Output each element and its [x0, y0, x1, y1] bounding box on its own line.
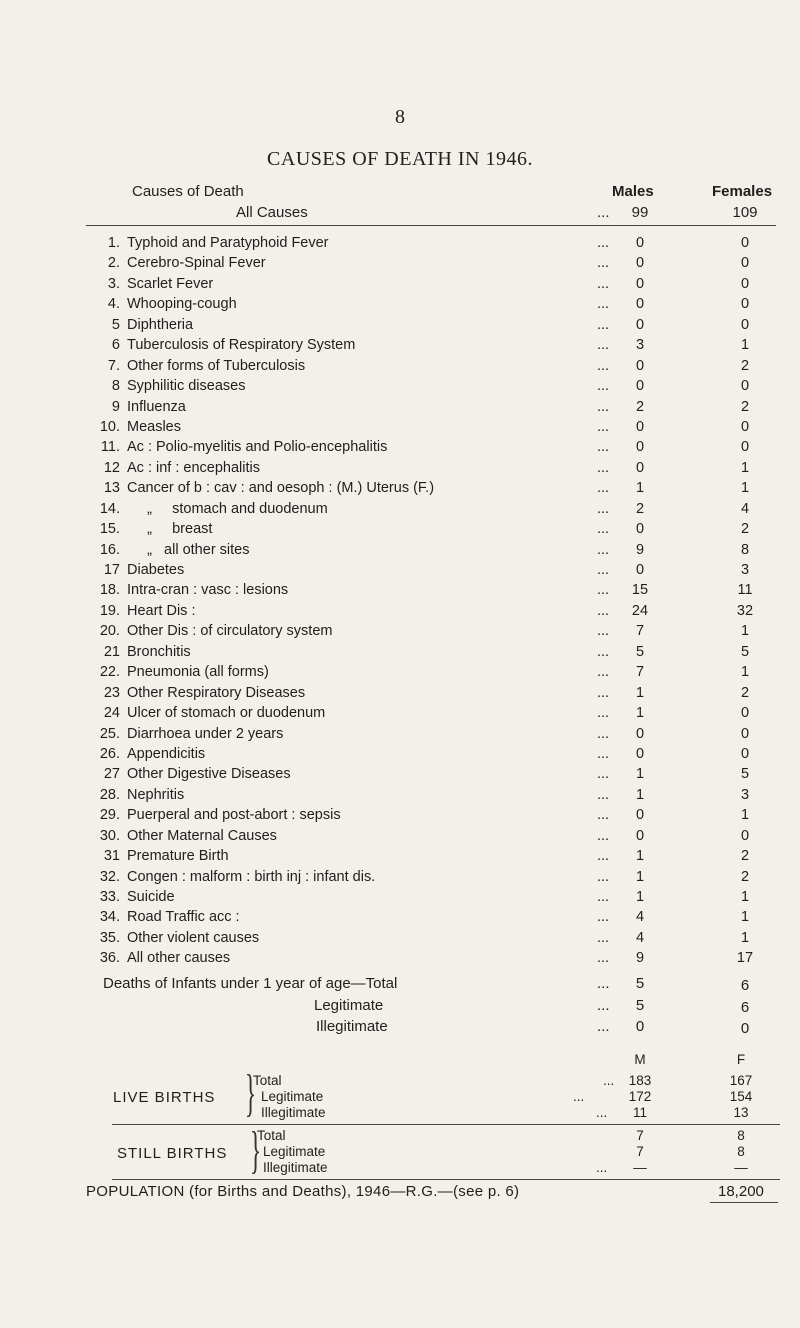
females-value: 0 — [740, 316, 750, 333]
males-value: 1 — [635, 684, 645, 701]
row-number: 13 — [103, 480, 120, 497]
cause-label: Ac : Polio-myelitis and Polio-encephalitis — [127, 439, 388, 456]
row-number: 1. — [107, 235, 120, 251]
table-row — [0, 642, 800, 662]
leader-dots: ... — [597, 602, 610, 619]
row-number: 24 — [103, 705, 120, 722]
infant-illegit-dots: ... — [597, 1018, 610, 1035]
cause-label: „ stomach and duodenum — [127, 500, 328, 517]
row-number: 17 — [103, 562, 120, 578]
row-number: 7. — [107, 357, 120, 374]
row-number: 16. — [99, 541, 120, 558]
infant-total-females: 6 — [740, 977, 750, 994]
row-number: 8 — [111, 378, 120, 395]
live-legit-males: 172 — [628, 1089, 652, 1104]
leader-dots: ... — [597, 868, 610, 885]
live-legit-label: Legitimate — [261, 1089, 324, 1104]
males-value: 7 — [635, 664, 645, 681]
leader-dots: ... — [597, 418, 610, 435]
cause-label: Influenza — [127, 398, 186, 415]
cause-label: Diphtheria — [127, 316, 194, 333]
males-value: 0 — [635, 275, 645, 292]
row-number: 3. — [107, 275, 120, 292]
header-rule — [86, 225, 776, 226]
leader-dots: ... — [597, 296, 610, 313]
cause-label: All other causes — [127, 950, 231, 967]
table-row — [0, 948, 800, 968]
row-number: 4. — [107, 296, 120, 313]
still-births-label: STILL BIRTHS — [117, 1145, 228, 1162]
cause-label: Other Maternal Causes — [127, 827, 277, 844]
cause-label: Ac : inf : encephalitis — [127, 459, 260, 476]
table-row — [0, 356, 800, 376]
cause-label: Road Traffic acc : — [127, 909, 240, 926]
row-number: 30. — [99, 827, 120, 844]
males-value: 1 — [635, 868, 645, 885]
males-value: 0 — [635, 745, 645, 762]
females-value: 8 — [740, 541, 750, 558]
table-row — [0, 335, 800, 355]
all-causes-label: All Causes — [236, 204, 308, 221]
males-value: 1 — [635, 786, 645, 803]
cause-label: Bronchitis — [127, 643, 191, 660]
males-value: 7 — [635, 623, 645, 640]
cause-label: Appendicitis — [127, 745, 206, 762]
population-label: POPULATION (for Births and Deaths), 1946—R.G.—(see p. 6) — [86, 1183, 520, 1200]
table-row — [0, 376, 800, 396]
still-total-females: 8 — [737, 1128, 745, 1143]
still-illegit-dots: ... — [596, 1160, 608, 1175]
cause-label: Diabetes — [127, 562, 185, 578]
still-legit-females: 8 — [737, 1144, 745, 1159]
males-value: 1 — [635, 480, 645, 497]
cause-label: „ breast — [127, 521, 213, 538]
all-causes-dots: ... — [597, 204, 610, 221]
males-value: 3 — [635, 337, 645, 354]
table-row — [0, 826, 800, 846]
leader-dots: ... — [597, 664, 610, 681]
row-number: 29. — [99, 807, 120, 824]
table-row — [0, 601, 800, 621]
row-number: 14. — [99, 500, 120, 517]
row-number: 15. — [99, 521, 120, 538]
row-number: 33. — [99, 889, 120, 905]
table-row — [0, 233, 800, 253]
live-total-males: 183 — [628, 1073, 652, 1088]
leader-dots: ... — [597, 255, 610, 272]
row-number: 11. — [100, 439, 120, 456]
infant-illegit-males: 0 — [635, 1018, 645, 1035]
cause-label: Congen : malform : birth inj : infant dis. — [127, 868, 376, 885]
leader-dots: ... — [597, 950, 610, 967]
females-value: 2 — [740, 848, 750, 865]
table-row — [0, 764, 800, 784]
females-value: 1 — [740, 623, 750, 640]
population-rule — [710, 1202, 778, 1203]
infant-deaths-label: Deaths of Infants under 1 year of age—Total — [103, 975, 398, 992]
causes-header: Causes of Death — [132, 183, 244, 200]
females-header: Females — [712, 183, 773, 200]
row-number: 21 — [103, 643, 120, 660]
males-value: 1 — [635, 705, 645, 722]
table-row — [0, 437, 800, 457]
table-row — [0, 253, 800, 273]
females-value: 32 — [736, 602, 754, 619]
row-number: 5 — [111, 316, 120, 333]
females-value: 3 — [740, 562, 750, 578]
males-header: Males — [612, 183, 654, 200]
leader-dots: ... — [597, 909, 610, 926]
cause-label: Whooping-cough — [127, 296, 237, 313]
table-row — [0, 887, 800, 907]
live-births-brace: } — [244, 1065, 257, 1122]
leader-dots: ... — [597, 316, 610, 333]
cause-label: Pneumonia (all forms) — [127, 664, 269, 681]
females-value: 5 — [740, 766, 750, 783]
still-legit-label: Legitimate — [263, 1144, 326, 1159]
females-value: 2 — [740, 521, 750, 538]
live-births-rule — [112, 1124, 780, 1125]
still-births-rule — [112, 1179, 780, 1180]
cause-label: Diarrhoea under 2 years — [127, 725, 284, 742]
leader-dots: ... — [597, 337, 610, 354]
males-value: 9 — [635, 950, 645, 967]
leader-dots: ... — [597, 929, 610, 946]
leader-dots: ... — [597, 889, 610, 905]
still-legit-males: 7 — [636, 1144, 644, 1159]
females-value: 1 — [740, 929, 750, 946]
males-value: 1 — [635, 766, 645, 783]
leader-dots: ... — [597, 643, 610, 660]
males-value: 4 — [635, 929, 645, 946]
cause-label: Suicide — [127, 889, 175, 905]
females-value: 0 — [740, 439, 750, 456]
leader-dots: ... — [597, 562, 610, 578]
males-value: 0 — [635, 296, 645, 313]
leader-dots: ... — [597, 745, 610, 762]
cause-label: Typhoid and Paratyphoid Fever — [127, 235, 329, 251]
males-value: 24 — [631, 602, 649, 619]
females-value: 2 — [740, 868, 750, 885]
infant-legit-males: 5 — [635, 997, 645, 1014]
leader-dots: ... — [597, 378, 610, 395]
infant-legit-dots: ... — [597, 997, 610, 1014]
table-row — [0, 805, 800, 825]
females-value: 11 — [737, 582, 753, 599]
males-value: 0 — [635, 725, 645, 742]
leader-dots: ... — [597, 521, 610, 538]
cause-label: Ulcer of stomach or duodenum — [127, 705, 326, 722]
table-row — [0, 867, 800, 887]
males-value: 0 — [635, 439, 645, 456]
males-value: 0 — [635, 316, 645, 333]
males-value: 0 — [635, 521, 645, 538]
live-total-females: 167 — [729, 1073, 753, 1088]
males-value: 4 — [635, 909, 645, 926]
females-value: 3 — [740, 786, 750, 803]
row-number: 22. — [99, 664, 120, 681]
infant-total-males: 5 — [635, 975, 645, 992]
row-number: 6 — [111, 337, 120, 354]
still-illegit-males: — — [633, 1160, 647, 1175]
live-illegit-label: Illegitimate — [261, 1105, 326, 1120]
males-value: 0 — [635, 562, 645, 578]
cause-label: Nephritis — [127, 786, 185, 803]
row-number: 25. — [99, 725, 120, 742]
males-value: 15 — [631, 582, 649, 599]
row-number: 31 — [103, 848, 120, 865]
row-number: 26. — [99, 745, 120, 762]
table-row — [0, 458, 800, 478]
cause-label: Premature Birth — [127, 848, 229, 865]
females-value: 0 — [740, 235, 750, 251]
cause-label: Scarlet Fever — [127, 275, 214, 292]
cause-label: Syphilitic diseases — [127, 378, 246, 395]
live-legit-females: 154 — [729, 1089, 753, 1104]
table-row — [0, 397, 800, 417]
live-illegit-females: 13 — [733, 1105, 749, 1120]
leader-dots: ... — [597, 541, 610, 558]
infant-legit-label: Legitimate — [314, 997, 384, 1014]
row-number: 28. — [99, 786, 120, 803]
row-number: 9 — [111, 398, 120, 415]
males-value: 0 — [635, 418, 645, 435]
leader-dots: ... — [597, 582, 610, 599]
table-row — [0, 478, 800, 498]
females-value: 0 — [740, 745, 750, 762]
cause-label: Tuberculosis of Respiratory System — [127, 337, 356, 354]
table-row — [0, 499, 800, 519]
still-total-males: 7 — [636, 1128, 644, 1143]
males-value: 5 — [635, 643, 645, 660]
row-number: 35. — [99, 929, 120, 946]
table-row — [0, 703, 800, 723]
females-value: 1 — [740, 889, 750, 905]
males-value: 0 — [635, 255, 645, 272]
females-value: 0 — [740, 725, 750, 742]
leader-dots: ... — [597, 235, 610, 251]
table-row — [0, 315, 800, 335]
females-value: 4 — [740, 500, 750, 517]
row-number: 32. — [99, 868, 120, 885]
row-number: 10. — [99, 418, 120, 435]
males-value: 0 — [635, 235, 645, 251]
row-number: 19. — [99, 602, 120, 619]
live-illegit-dots: ... — [596, 1105, 608, 1120]
table-row — [0, 683, 800, 703]
row-number: 34. — [99, 909, 120, 926]
leader-dots: ... — [597, 848, 610, 865]
row-number: 2. — [107, 255, 120, 272]
females-value: 1 — [740, 337, 750, 354]
leader-dots: ... — [597, 275, 610, 292]
row-number: 18. — [99, 582, 120, 599]
leader-dots: ... — [597, 684, 610, 701]
cause-label: Other Respiratory Diseases — [127, 684, 306, 701]
females-value: 1 — [740, 909, 750, 926]
live-illegit-males: 11 — [632, 1105, 647, 1120]
row-number: 20. — [99, 623, 120, 640]
leader-dots: ... — [597, 439, 610, 456]
page-number: 8 — [395, 106, 405, 128]
table-row — [0, 928, 800, 948]
infant-illegit-label: Illegitimate — [316, 1018, 388, 1035]
still-total-label: Total — [257, 1128, 286, 1143]
males-value: 0 — [635, 807, 645, 824]
table-row — [0, 621, 800, 641]
table-row — [0, 662, 800, 682]
males-value: 2 — [635, 500, 645, 517]
leader-dots: ... — [597, 705, 610, 722]
leader-dots: ... — [597, 459, 610, 476]
leader-dots: ... — [597, 725, 610, 742]
live-legit-dots: ... — [573, 1089, 585, 1104]
row-number: 36. — [99, 950, 120, 967]
table-row — [0, 274, 800, 294]
females-value: 0 — [740, 255, 750, 272]
males-value: 0 — [635, 459, 645, 476]
cause-label: Measles — [127, 418, 181, 435]
cause-label: Other violent causes — [127, 929, 260, 946]
leader-dots: ... — [597, 807, 610, 824]
leader-dots: ... — [597, 480, 610, 497]
table-row — [0, 519, 800, 539]
leader-dots: ... — [597, 623, 610, 640]
still-illegit-females: — — [734, 1160, 748, 1175]
infant-illegit-females: 0 — [740, 1020, 750, 1037]
cause-label: „ all other sites — [127, 541, 250, 558]
table-row — [0, 560, 800, 580]
table-row — [0, 540, 800, 560]
table-row — [0, 846, 800, 866]
females-value: 0 — [740, 296, 750, 313]
all-causes-females: 109 — [732, 204, 758, 221]
live-births-m-header: M — [634, 1052, 646, 1067]
still-births-brace: } — [249, 1122, 262, 1179]
males-value: 1 — [635, 848, 645, 865]
females-value: 17 — [736, 950, 754, 967]
males-value: 0 — [635, 357, 645, 374]
cause-label: Intra-cran : vasc : lesions — [127, 582, 289, 599]
males-value: 2 — [635, 398, 645, 415]
males-value: 9 — [635, 541, 645, 558]
leader-dots: ... — [597, 357, 610, 374]
all-causes-males: 99 — [631, 204, 649, 221]
females-value: 0 — [740, 418, 750, 435]
leader-dots: ... — [597, 766, 610, 783]
table-row — [0, 744, 800, 764]
live-total-label: Total — [253, 1073, 282, 1088]
table-row — [0, 907, 800, 927]
leader-dots: ... — [597, 827, 610, 844]
table-row — [0, 294, 800, 314]
females-value: 0 — [740, 827, 750, 844]
live-births-f-header: F — [736, 1052, 746, 1067]
leader-dots: ... — [597, 786, 610, 803]
females-value: 2 — [740, 684, 750, 701]
live-births-label: LIVE BIRTHS — [113, 1089, 216, 1106]
cause-label: Cancer of b : cav : and oesoph : (M.) Uterus (F.) — [127, 480, 435, 497]
table-row — [0, 417, 800, 437]
cause-label: Other forms of Tuberculosis — [127, 357, 306, 374]
females-value: 2 — [740, 398, 750, 415]
females-value: 0 — [740, 275, 750, 292]
cause-label: Heart Dis : — [127, 602, 196, 619]
table-row — [0, 724, 800, 744]
females-value: 5 — [740, 643, 750, 660]
females-value: 1 — [740, 664, 750, 681]
population-value: 18,200 — [718, 1183, 764, 1200]
males-value: 0 — [635, 378, 645, 395]
row-number: 12 — [103, 459, 120, 476]
females-value: 0 — [740, 378, 750, 395]
females-value: 0 — [740, 705, 750, 722]
females-value: 2 — [740, 357, 750, 374]
live-total-dots: ... — [603, 1073, 615, 1088]
infant-dots: ... — [597, 975, 610, 992]
cause-label: Other Digestive Diseases — [127, 766, 291, 783]
causes-table — [0, 233, 800, 969]
page-title: CAUSES OF DEATH IN 1946. — [267, 148, 533, 170]
leader-dots: ... — [597, 398, 610, 415]
males-value: 1 — [635, 889, 645, 905]
females-value: 1 — [740, 459, 750, 476]
row-number: 23 — [103, 684, 120, 701]
females-value: 1 — [740, 807, 750, 824]
table-row — [0, 785, 800, 805]
infant-legit-females: 6 — [740, 999, 750, 1016]
cause-label: Cerebro-Spinal Fever — [127, 255, 266, 272]
table-row — [0, 580, 800, 600]
still-illegit-label: Illegitimate — [263, 1160, 328, 1175]
cause-label: Puerperal and post-abort : sepsis — [127, 807, 341, 824]
leader-dots: ... — [597, 500, 610, 517]
males-value: 0 — [635, 827, 645, 844]
row-number: 27 — [103, 766, 120, 783]
females-value: 1 — [740, 480, 750, 497]
cause-label: Other Dis : of circulatory system — [127, 623, 333, 640]
